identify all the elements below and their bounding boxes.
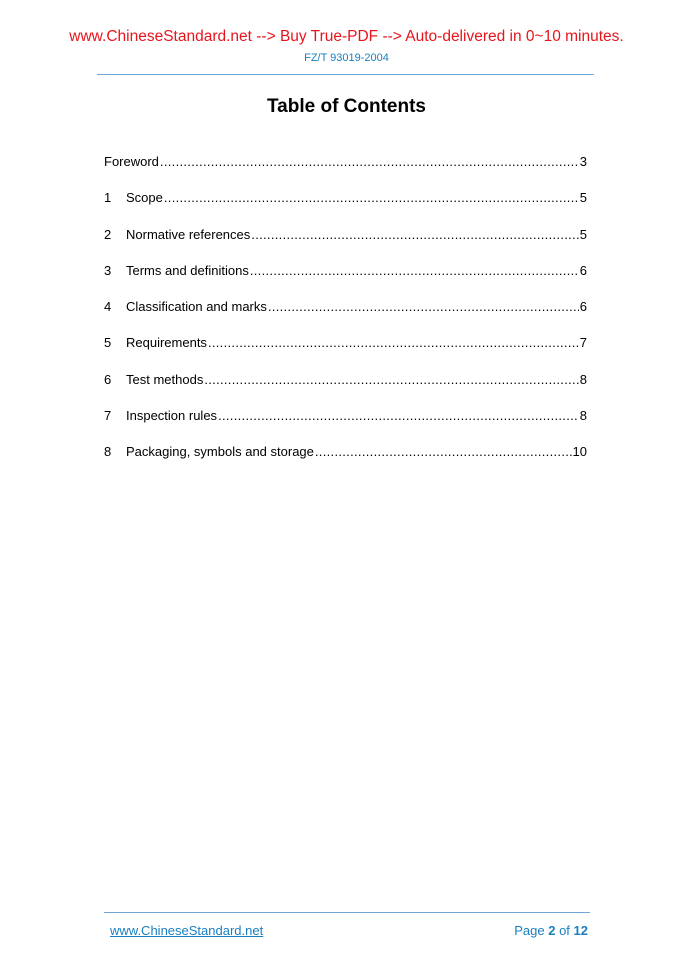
toc-entry-label: Inspection rules — [126, 408, 218, 424]
toc-entry-number: 4 — [104, 299, 112, 315]
toc-entry-page: 5 — [579, 226, 587, 242]
header-divider — [97, 74, 594, 75]
toc-dot-leader — [160, 154, 579, 169]
toc-list — [104, 154, 587, 481]
toc-entry-page: 3 — [579, 154, 587, 169]
standard-code: FZ/T 93019-2004 — [304, 52, 389, 64]
toc-entry-number: 6 — [104, 371, 112, 387]
toc-entry-scope[interactable] — [104, 190, 587, 226]
toc-entry-number: 8 — [104, 444, 112, 460]
toc-entry-label: Classification and marks — [126, 299, 267, 315]
toc-entry-page: 6 — [579, 262, 587, 278]
toc-entry-foreword[interactable] — [104, 154, 587, 190]
page-total: 12 — [573, 923, 588, 938]
toc-title: Table of Contents — [266, 96, 427, 117]
toc-entry-number: 1 — [104, 190, 112, 206]
toc-entry-test-methods[interactable] — [104, 372, 587, 408]
toc-entry-inspection-rules[interactable] — [104, 408, 587, 444]
toc-entry-page: 10 — [572, 444, 587, 460]
toc-entry-terms-and-definitions[interactable] — [104, 263, 587, 299]
page-indicator — [514, 923, 588, 938]
promo-banner[interactable]: www.ChineseStandard.net --> Buy True-PDF --> Auto-delivered in 0~10 minutes. — [69, 28, 624, 45]
toc-entry-packaging[interactable] — [104, 444, 587, 480]
toc-dot-leader — [315, 444, 572, 459]
toc-entry-normative-references[interactable] — [104, 227, 587, 263]
toc-dot-leader — [268, 299, 579, 314]
toc-entry-classification-and-marks[interactable] — [104, 299, 587, 335]
toc-entry-number: 5 — [104, 335, 112, 351]
toc-entry-page: 8 — [579, 371, 587, 387]
page-current: 2 — [548, 923, 556, 938]
toc-entry-label: Terms and definitions — [126, 262, 249, 278]
footer-divider — [104, 912, 590, 913]
toc-dot-leader — [250, 263, 579, 278]
toc-entry-label: Normative references — [126, 226, 251, 242]
toc-entry-number: 7 — [104, 408, 112, 424]
footer-website-link[interactable]: www.ChineseStandard.net — [110, 923, 264, 938]
page-of: of — [559, 923, 570, 938]
toc-entry-page: 5 — [579, 190, 587, 206]
toc-dot-leader — [164, 190, 579, 205]
toc-dot-leader — [204, 372, 578, 387]
toc-entry-label: Requirements — [126, 335, 207, 351]
toc-entry-label: Packaging, symbols and storage — [126, 444, 314, 460]
toc-dot-leader — [218, 408, 579, 423]
toc-entry-number: 2 — [104, 226, 112, 242]
toc-entry-number: 3 — [104, 262, 112, 278]
toc-dot-leader — [251, 227, 578, 242]
toc-entry-label: Test methods — [126, 371, 204, 387]
page-prefix: Page — [514, 923, 545, 938]
toc-entry-page: 6 — [579, 299, 587, 315]
toc-entry-label: Scope — [126, 190, 163, 206]
toc-entry-requirements[interactable] — [104, 335, 587, 371]
toc-entry-page: 7 — [579, 335, 587, 351]
toc-dot-leader — [208, 335, 579, 350]
toc-entry-label: Foreword — [104, 154, 159, 169]
toc-entry-page: 8 — [579, 408, 587, 424]
